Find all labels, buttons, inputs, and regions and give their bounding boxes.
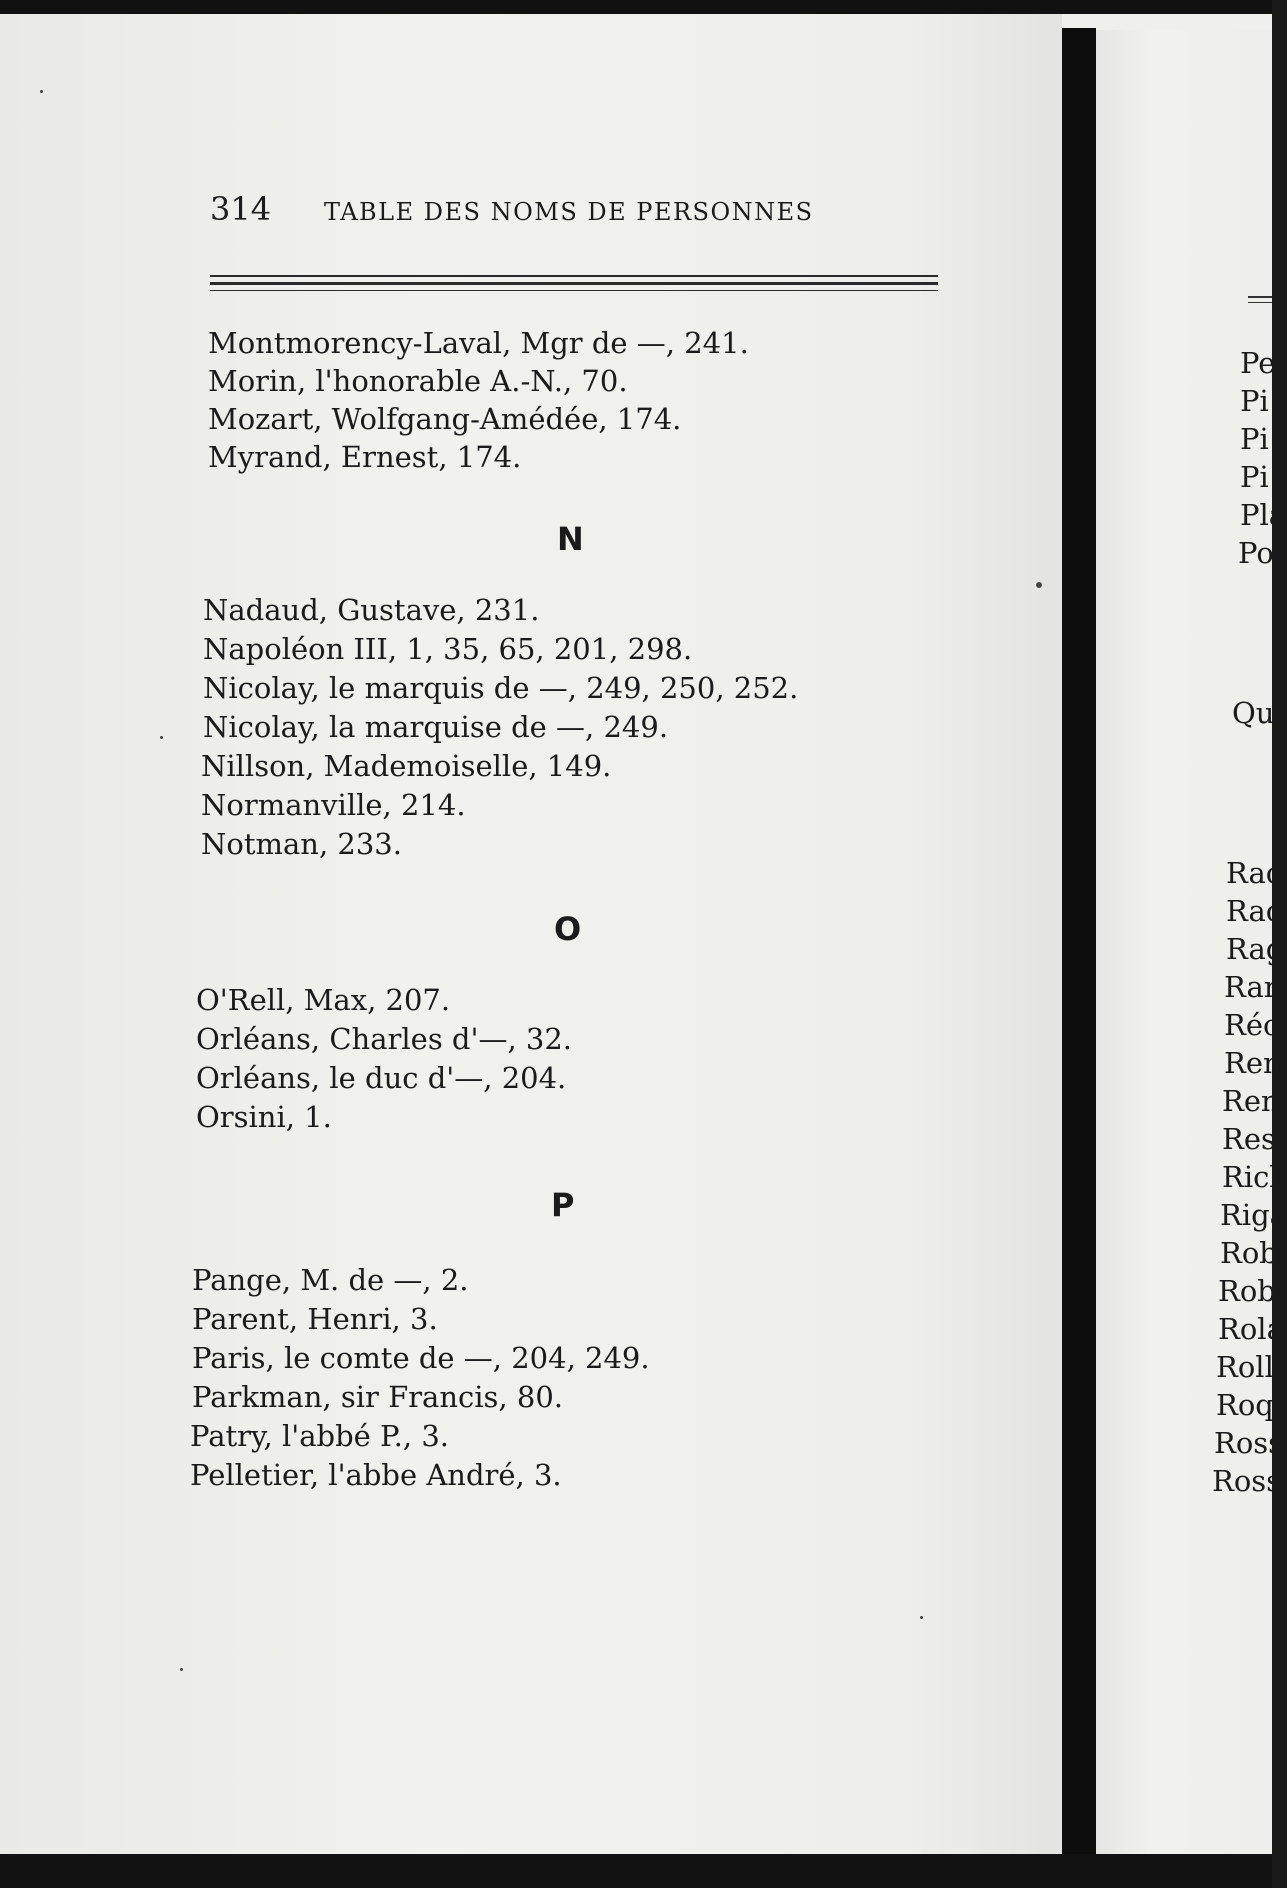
cut-off-entry: Rac	[1226, 894, 1283, 928]
cut-off-entry: Rar	[1224, 970, 1278, 1004]
index-entry: Nicolay, le marquis de —, 249, 250, 252.	[203, 671, 799, 705]
cut-off-entry: Pi	[1240, 384, 1269, 418]
cut-off-entry: Ross	[1212, 1464, 1282, 1498]
running-head-title: TABLE DES NOMS DE PERSONNES	[324, 198, 814, 226]
cut-off-entry: Ren	[1224, 1046, 1282, 1080]
index-entry: Orsini, 1.	[196, 1100, 332, 1134]
cut-off-entry: Ross	[1214, 1426, 1284, 1460]
cut-off-entry: Pi	[1240, 422, 1269, 456]
index-entry: Parent, Henri, 3.	[192, 1302, 438, 1336]
cut-off-entry: Pi	[1240, 460, 1269, 494]
index-entry: Orléans, le duc d'—, 204.	[196, 1061, 567, 1095]
index-entry: Parkman, sir Francis, 80.	[192, 1380, 563, 1414]
right-page-rule	[1248, 296, 1272, 298]
cut-off-entry: Roll	[1216, 1350, 1274, 1384]
header-rule	[210, 275, 938, 277]
scan-speck	[920, 1616, 923, 1619]
cut-off-entry: Riga	[1220, 1198, 1287, 1232]
scan-speck	[1036, 582, 1042, 588]
section-letter-o: O	[554, 910, 582, 948]
index-entry: Pange, M. de —, 2.	[192, 1263, 469, 1297]
index-entry: O'Rell, Max, 207.	[196, 983, 451, 1017]
index-entry: Myrand, Ernest, 174.	[208, 440, 522, 474]
index-entry: Nillson, Mademoiselle, 149.	[201, 749, 612, 783]
index-entry: Pelletier, l'abbe André, 3.	[190, 1458, 562, 1492]
index-entry: Nadaud, Gustave, 231.	[203, 593, 540, 627]
section-letter-p: P	[551, 1186, 575, 1224]
scan-top-edge	[0, 0, 1272, 14]
index-entry: Nicolay, la marquise de —, 249.	[203, 710, 669, 744]
index-entry: Morin, l'honorable A.-N., 70.	[208, 364, 628, 398]
book-gutter	[1062, 28, 1096, 1876]
right-page-rule	[1248, 302, 1272, 303]
cut-off-entry: Rac	[1226, 856, 1283, 890]
cut-off-entry: Ren	[1222, 1084, 1280, 1118]
index-entry: Mozart, Wolfgang-Amédée, 174.	[208, 402, 682, 436]
index-entry: Patry, l'abbé P., 3.	[190, 1419, 449, 1453]
cut-off-entry: Po	[1238, 536, 1274, 570]
page-number: 314	[210, 190, 272, 228]
cut-off-entry: Réc	[1224, 1008, 1280, 1042]
scan-speck	[180, 1668, 183, 1671]
scan-speck	[40, 90, 43, 93]
cut-off-entry: Rob	[1220, 1236, 1278, 1270]
index-entry: Napoléon III, 1, 35, 65, 201, 298.	[203, 632, 693, 666]
header-rule	[210, 282, 938, 285]
cut-off-entry: Rag	[1226, 932, 1285, 966]
cut-off-entry: Roq	[1216, 1388, 1274, 1422]
cut-off-entry: Rob	[1218, 1274, 1276, 1308]
cut-off-entry: Res	[1222, 1122, 1276, 1156]
index-entry: Montmorency-Laval, Mgr de —, 241.	[208, 326, 749, 360]
cut-off-entry: Pe	[1240, 346, 1276, 380]
section-letter-n: N	[557, 520, 584, 558]
scan-speck	[160, 736, 163, 739]
cut-off-entry: Ricl	[1222, 1160, 1279, 1194]
scan-bottom-edge	[0, 1854, 1272, 1888]
cut-off-entry: Qu	[1232, 696, 1275, 730]
header-rule	[210, 290, 938, 291]
index-entry: Normanville, 214.	[201, 788, 466, 822]
index-entry: Notman, 233.	[201, 827, 402, 861]
index-entry: Orléans, Charles d'—, 32.	[196, 1022, 573, 1056]
index-entry: Paris, le comte de —, 204, 249.	[192, 1341, 650, 1375]
cut-off-entry: Pla	[1240, 498, 1287, 532]
cut-off-entry: Rola	[1218, 1312, 1284, 1346]
